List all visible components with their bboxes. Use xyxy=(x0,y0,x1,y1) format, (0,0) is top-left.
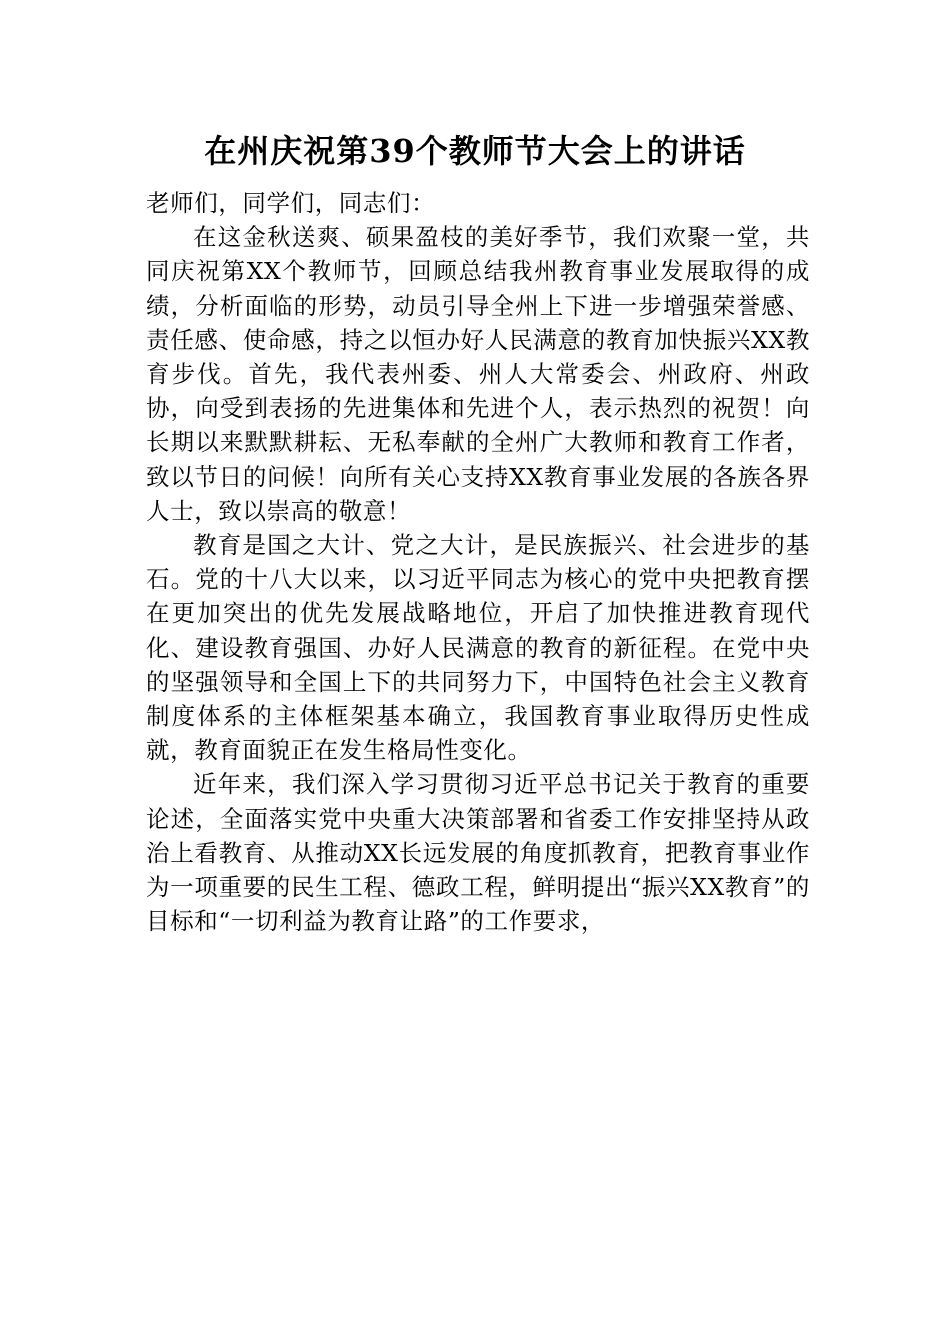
paragraph: 教育是国之大计、党之大计，是民族振兴、社会进步的基石。党的十八大以来，以习近平同志为核心的党中央把教育摆在更加突出的优先发展战略地位，开启了加快推进教育现代化、建设教育强国、办好人民满意的教育的新征程。在党中央的坚强领导和全国上下的共同努力下，中国特色社会主义教育制度体系的主体框架基本确立，我国教育事业取得历史性成就，教育面貌正在发生格局性变化。 xyxy=(146,531,810,765)
paragraph: 近年来，我们深入学习贯彻习近平总书记关于教育的重要论述，全面落实党中央重大决策部署和省委工作安排坚持从政治上看教育、从推动XX长远发展的角度抓教育，把教育事业作为一项重要的民生工程、德政工程，鲜明提出“振兴XX教育”的目标和“一切利益为教育让路”的工作要求， xyxy=(146,770,810,936)
paragraph: 在这金秋送爽、硕果盈枝的美好季节，我们欢聚一堂，共同庆祝第XX个教师节，回顾总结我州教育事业发展取得的成绩，分析面临的形势，动员引导全州上下进一步增强荣誉感、责任感、使命感，持之以恒办好人民满意的教育加快振兴XX教育步伐。首先，我代表州委、州人大常委会、州政府、州政协，向受到表扬的先进集体和先进个人，表示热烈的祝贺！向长期以来默默耕耘、无私奉献的全州广大教师和教育工作者，致以节日的问候！向所有关心支持XX教育事业发展的各族各界人士，致以崇高的敬意！ xyxy=(146,223,810,525)
document-body xyxy=(146,186,810,938)
salutation: 老师们，同学们，同志们： xyxy=(146,189,436,217)
document-title: 在州庆祝第39个教师节大会上的讲话 xyxy=(204,132,746,170)
